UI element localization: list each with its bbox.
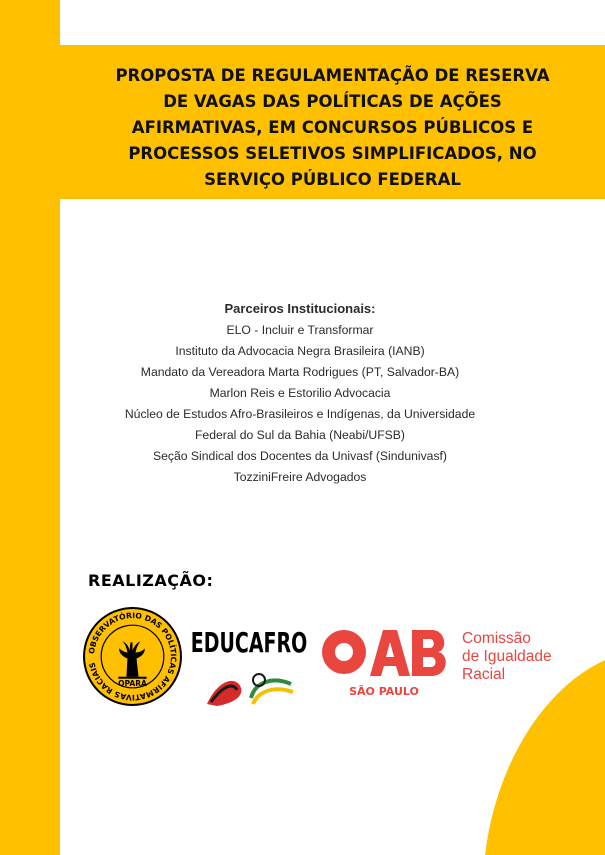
title-line: SERVIÇO PÚBLICO FEDERAL xyxy=(204,170,461,189)
left-yellow-bar xyxy=(0,0,60,855)
observatorio-opara-logo xyxy=(82,606,183,707)
title-line: AFIRMATIVAS, EM CONCURSOS PÚBLICOS E xyxy=(131,118,534,137)
comissao-line: Racial xyxy=(462,666,506,683)
comissao-igualdade-racial-text xyxy=(462,630,552,684)
educafro-wordmark: EDUCAFRO xyxy=(190,626,308,659)
partners-section xyxy=(100,298,500,488)
partner-item: Federal do Sul da Bahia (Neabi/UFSB) xyxy=(194,428,405,442)
comissao-line: Comissão xyxy=(462,630,531,647)
partner-item: TozziniFreire Advogados xyxy=(233,470,367,484)
partner-item: Instituto da Advocacia Negra Brasileira (IANB) xyxy=(175,344,425,358)
realizacao-heading: REALIZAÇÃO: xyxy=(88,571,214,590)
seal-ring-text: OBSERVATÓRIO DAS POLÍTICAS AFIRMATIVAS RACIAIS xyxy=(87,611,178,702)
partner-item: Núcleo de Estudos Afro-Brasileiros e Indígenas, da Universidade xyxy=(124,407,476,421)
oab-letters-icon xyxy=(322,630,446,676)
title-line: DE VAGAS DAS POLÍTICAS DE AÇÕES xyxy=(163,92,502,111)
comissao-line: de Igualdade xyxy=(462,648,552,665)
partner-item: Mandato da Vereadora Marta Rodrigues (PT, Salvador-BA) xyxy=(140,365,460,379)
title-line: PROCESSOS SELETIVOS SIMPLIFICADOS, NO xyxy=(128,144,537,163)
educafro-logo xyxy=(190,618,308,710)
partner-item: Seção Sindical dos Docentes da Univasf (Sindunivasf) xyxy=(152,449,447,463)
oab-region: SÃO PAULO xyxy=(349,685,419,698)
seal-name: OPARÁ xyxy=(118,678,147,688)
document-title xyxy=(60,63,605,193)
title-line: PROPOSTA DE REGULAMENTAÇÃO DE RESERVA xyxy=(115,66,550,85)
oab-sao-paulo-logo xyxy=(320,628,450,708)
partner-item: ELO - Incluir e Transformar xyxy=(226,323,374,337)
partner-item: Marlon Reis e Estorilio Advocacia xyxy=(209,386,391,400)
partners-heading: Parceiros Institucionais: xyxy=(224,301,376,316)
corner-decoration xyxy=(470,660,605,855)
